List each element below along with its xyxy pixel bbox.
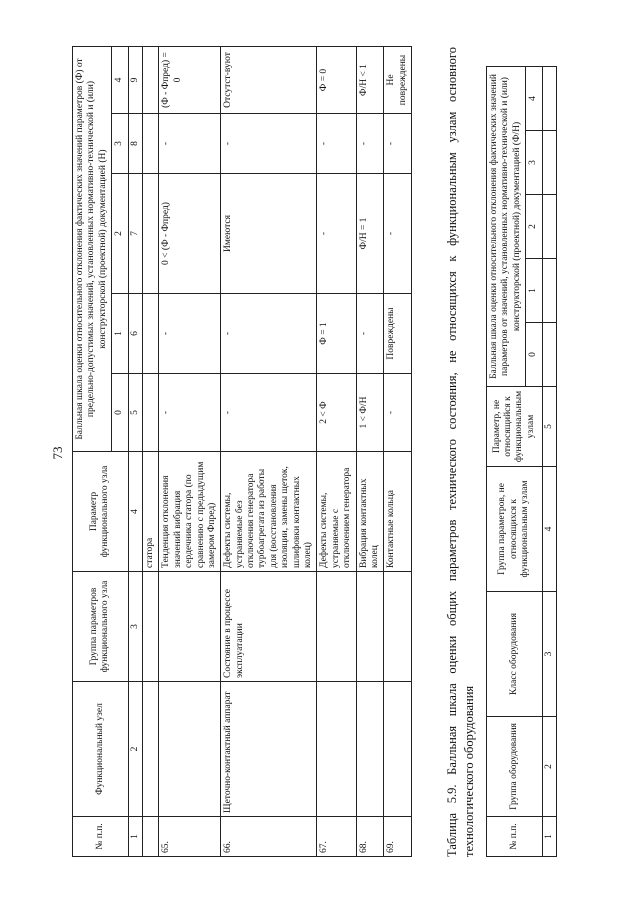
score-label: 3 [112,114,128,174]
header-scale: Балльная шкала оценки относительного отклонения фактических значений параметров от значений, установленных нормативно-технической и (или) конструкторской (проектной) документацией (Ф/Н) [487,66,526,386]
row-score-3: - [221,114,317,174]
empty-cell [542,66,556,130]
row-score-3: - [317,114,356,174]
column-number: 3 [542,592,556,717]
row-group: Состояние в процессе эксплуатации [221,572,317,682]
table-row [384,47,412,857]
parameters-scale-table [72,46,412,857]
header-param: Параметр функционального узла [73,452,129,572]
row-score-1 [142,294,158,374]
row-param: Дефекты системы, устраняемые с отключением генератора [317,452,356,572]
table-caption: Таблица 5.9. Балльная шкала оценки общих параметров технического состояния, не относящихся к функциональным узлам основного технологического оборудования [445,47,476,857]
row-unit [159,682,221,817]
row-unit [356,682,384,817]
row-score-3 [142,114,158,174]
header-unit: Функциональный узел [73,682,129,817]
column-number: 2 [542,717,556,817]
row-score-0: - [221,374,317,452]
column-number: 7 [128,174,142,294]
row-score-2: Имеются [221,174,317,294]
table-row [142,47,158,857]
row-score-2: - [384,174,412,294]
column-number: 1 [128,817,142,857]
column-number: 1 [542,817,556,857]
table-row [317,47,356,857]
row-score-4: (Ф - Фпред) = 0 [159,47,221,114]
score-label: 4 [526,66,542,130]
row-param: Дефекты системы, устраняемые без отключения генератора турбоагрегата из работы для (восстановления изоляции, замены щеток, шлифовки контактных колец) [221,452,317,572]
column-number: 8 [128,114,142,174]
table-header-row [487,66,526,856]
row-num: 66. [221,817,317,857]
column-number: 6 [128,294,142,374]
table-row [356,47,384,857]
row-group [142,572,158,682]
row-unit [384,682,412,817]
row-group [317,572,356,682]
general-parameters-table [486,66,557,857]
row-num [142,817,158,857]
row-param: Вибрация контактных колец [356,452,384,572]
rotated-page-content [72,47,632,857]
row-score-3: - [159,114,221,174]
score-label: 1 [112,294,128,374]
row-score-0: - [159,374,221,452]
row-score-0: 1 < Ф/Н [356,374,384,452]
header-num: № п.п. [73,817,129,857]
header-class: Класс оборудования [487,592,543,717]
header-scale: Балльная шкала оценки относительного отклонения фактических значений параметров (Ф) от предельно-допустимых значений, установленных нормативно-технической и (или) конструкторской (проектной) документацией (Н) [73,47,112,452]
score-label: 3 [526,131,542,195]
header-num: № п.п. [487,817,543,857]
row-score-0 [142,374,158,452]
row-score-4: Ф/Н < 1 [356,47,384,114]
row-param: статора [142,452,158,572]
column-number: 3 [128,572,142,682]
score-label: 4 [112,47,128,114]
header-param-group: Группа параметров, не относящихся к функциональным узлам [487,467,543,592]
row-score-0: 2 < Ф [317,374,356,452]
row-score-0: - [384,374,412,452]
row-group [356,572,384,682]
row-unit [142,682,158,817]
score-label: 0 [112,374,128,452]
row-score-2: Ф/Н = 1 [356,174,384,294]
header-group: Группа параметров функционального узла [73,572,129,682]
row-score-1: Повреждены [384,294,412,374]
row-score-3: - [356,114,384,174]
column-number: 4 [542,467,556,592]
row-param: Тенденция отклонения значений вибрация сердечника статора (по сравнению с предыдущим замером Фпред) [159,452,221,572]
row-score-4: Отсутст-вуют [221,47,317,114]
column-number: 4 [128,452,142,572]
row-score-1: Ф = 1 [317,294,356,374]
column-numbers-row [128,47,142,857]
empty-cell [542,195,556,259]
row-score-2: - [317,174,356,294]
table-row [159,47,221,857]
row-score-3: - [384,114,412,174]
empty-cell [542,323,556,387]
row-score-2 [142,174,158,294]
empty-cell [542,131,556,195]
page-number: 73 [50,446,65,460]
row-score-1: - [356,294,384,374]
row-unit [317,682,356,817]
score-label: 0 [526,323,542,387]
score-label: 1 [526,259,542,323]
column-numbers-row [542,66,556,856]
header-group: Группа оборудования [487,717,543,817]
column-number: 2 [128,682,142,817]
column-number: 5 [128,374,142,452]
row-score-4: Не повреждены [384,47,412,114]
row-score-4: Ф = 0 [317,47,356,114]
row-param: Контактные кольца [384,452,412,572]
row-num: 69. [384,817,412,857]
column-number: 5 [542,387,556,467]
column-number: 9 [128,47,142,114]
table-row [221,47,317,857]
row-num: 67. [317,817,356,857]
row-score-1: - [221,294,317,374]
header-param: Параметр, не относящийся к функциональным узлам [487,387,543,467]
score-label: 2 [112,174,128,294]
table-header-row [73,47,112,857]
score-label: 2 [526,195,542,259]
row-score-1: - [159,294,221,374]
row-score-4 [142,47,158,114]
empty-cell [542,259,556,323]
row-group [384,572,412,682]
row-num: 68. [356,817,384,857]
row-group [159,572,221,682]
row-score-2: 0 < (Ф - Фпред) [159,174,221,294]
row-num: 65. [159,817,221,857]
row-unit: Щеточно-контактный аппарат [221,682,317,817]
